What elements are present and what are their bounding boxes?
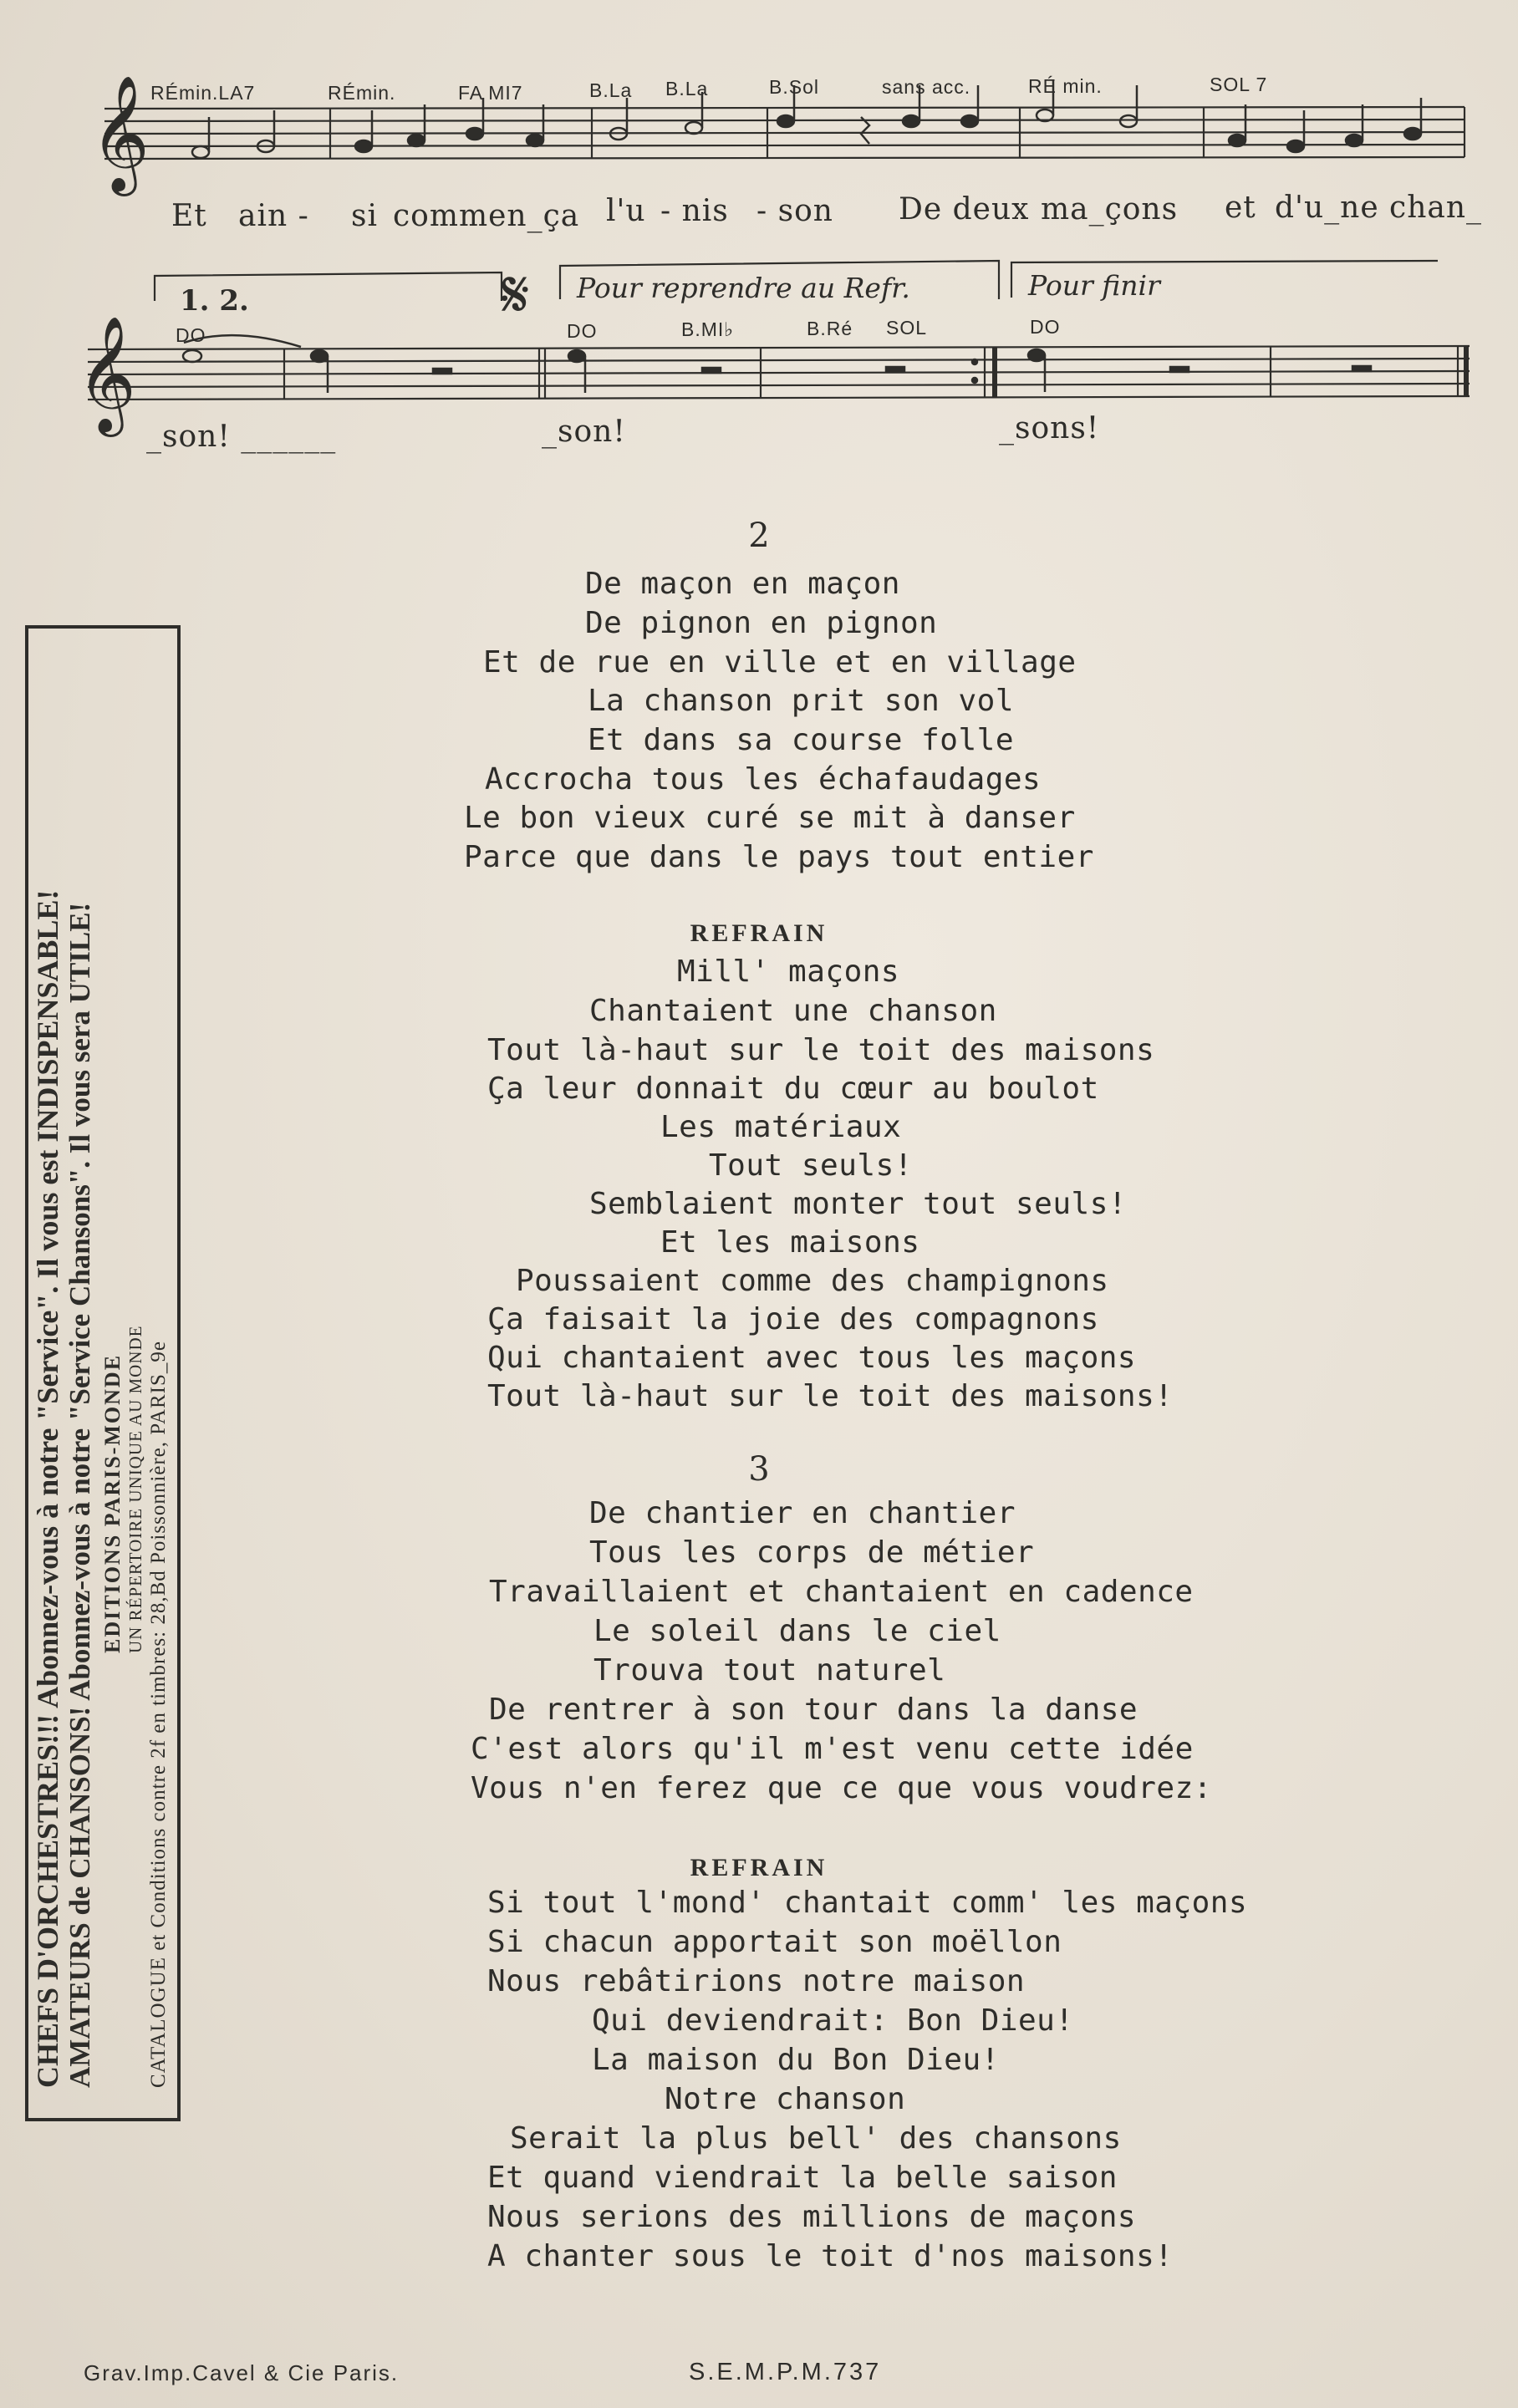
ending-instruction: Pour finir	[1028, 269, 1160, 302]
lyric-line: Si tout l'mond' chantait comm' les maçons	[487, 1886, 1248, 1920]
lyric-line: Nous serions des millions de maçons	[487, 2200, 1137, 2234]
lyric-line: Nous rebâtirions notre maison	[487, 1964, 1026, 1998]
lyric-line: De maçon en maçon	[585, 567, 900, 601]
lyric-syllable: De deux	[899, 192, 1030, 227]
lyric-line: Qui chantaient avec tous les maçons	[487, 1341, 1137, 1375]
chord-symbol: DO	[1030, 316, 1061, 338]
lyric-line: Poussaient comme des champignons	[516, 1264, 1109, 1298]
treble-clef-1: 𝄞	[90, 75, 150, 191]
lyric-line: Parce que dans le pays tout entier	[464, 840, 1094, 874]
ad-line-amateurs: AMATEURS de CHANSONS! Abonnez-vous à notre "Service Chansons". Il vous sera UTILE!	[64, 902, 96, 2088]
lyric-line: De pignon en pignon	[585, 606, 938, 640]
lyric-syllable: l'u	[606, 194, 646, 228]
chord-symbol: DO	[176, 324, 206, 346]
lyric-syllable: _sons!	[999, 411, 1100, 445]
lyric-syllable: ain -	[238, 199, 309, 233]
lyric-line: Vous n'en ferez que ce que vous voudrez:	[471, 1771, 1212, 1805]
lyric-line: C'est alors qu'il m'est venu cette idée	[471, 1732, 1194, 1766]
lyric-syllable: _son!	[542, 415, 626, 449]
chord-symbol: SOL	[886, 317, 928, 339]
lyric-line: Tout là-haut sur le toit des maisons!	[487, 1379, 1174, 1413]
catalog-number: S.E.M.P.M.737	[689, 2359, 882, 2385]
lyric-line: La maison du Bon Dieu!	[592, 2043, 1000, 2077]
lyric-line: Tout seuls!	[709, 1148, 913, 1183]
lyric-line: Tous les corps de métier	[589, 1535, 1035, 1570]
chord-symbol: RÉmin.LA7	[150, 82, 256, 104]
lyric-line: Tout là-haut sur le toit des maisons	[487, 1033, 1155, 1067]
repeat-instruction: Pour reprendre au Refr.	[577, 272, 910, 304]
lyric-line: Et de rue en ville et en village	[483, 645, 1077, 680]
lyric-line: Si chacun apportait son moëllon	[487, 1925, 1062, 1959]
chord-symbol: FA MI7	[458, 82, 523, 104]
printer-credit: Grav.Imp.Cavel & Cie Paris.	[84, 2360, 400, 2385]
ad-catalogue-info: CATALOGUE et Conditions contre 2f en timbres: 28,Bd Poissonnière, PARIS_9e	[147, 1341, 170, 2088]
chord-symbol: B.MI♭	[681, 318, 735, 340]
lyric-line: Et dans sa course folle	[588, 723, 1014, 757]
lyric-line: Ça faisait la joie des compagnons	[487, 1302, 1099, 1336]
treble-clef-2: 𝄞	[77, 316, 136, 432]
lyric-line: De chantier en chantier	[589, 1496, 1016, 1530]
lyric-line: Les matériaux	[660, 1110, 902, 1144]
lyric-syllable: ma_çons	[1041, 192, 1179, 227]
lyric-line: La chanson prit son vol	[588, 684, 1014, 718]
lyric-syllable: d'u_ne chan_	[1275, 191, 1483, 225]
chord-symbol: B.La	[665, 78, 709, 99]
lyric-line: Qui deviendrait: Bon Dieu!	[592, 2003, 1074, 2038]
lyric-line: A chanter sous le toit d'nos maisons!	[487, 2239, 1174, 2273]
lyric-line: Semblaient monter tout seuls!	[589, 1187, 1128, 1221]
chord-symbol: RÉ min.	[1028, 75, 1103, 97]
lyric-syllable: Et	[171, 199, 207, 233]
lyric-line: Ça leur donnait du cœur au boulot	[487, 1072, 1099, 1106]
verse-number: 3	[748, 1450, 770, 1489]
chord-symbol: DO	[567, 320, 598, 342]
lyric-syllable: _son! ______	[146, 420, 337, 454]
lyric-line: Trouva tout naturel	[593, 1653, 946, 1688]
lyric-line: Notre chanson	[665, 2082, 906, 2116]
ad-publisher-name: EDITIONS PARIS-MONDE	[100, 1353, 125, 1653]
lyric-syllable: si	[351, 199, 378, 233]
lyric-line: Le soleil dans le ciel	[593, 1614, 1001, 1648]
publisher-ad	[25, 625, 181, 2121]
lyric-line: Chantaient une chanson	[589, 994, 997, 1028]
lyric-line: Le bon vieux curé se mit à danser	[464, 801, 1076, 835]
lyric-line: Mill' maçons	[677, 955, 900, 989]
segno-sign: 𝄋	[502, 257, 530, 333]
chord-symbol: sans acc.	[882, 76, 971, 98]
chord-symbol: B.La	[589, 79, 633, 101]
ad-line-orchestras: CHEFS D'ORCHESTRES!!! Abonnez-vous à notre "Service". Il vous est INDISPENSABLE!	[31, 889, 64, 2088]
chord-symbol: B.Sol	[769, 76, 819, 98]
lyric-syllable: commen_ça	[393, 199, 580, 233]
volta-label: 1. 2.	[180, 284, 249, 318]
refrain-heading: REFRAIN	[690, 919, 828, 947]
ad-tagline: UN RÉPERTOIRE UNIQUE AU MONDE	[125, 1325, 145, 1653]
lyric-syllable: - son	[756, 194, 833, 228]
chord-symbol: SOL 7	[1210, 74, 1268, 95]
chord-symbol: RÉmin.	[328, 82, 396, 104]
lyric-line: De rentrer à son tour dans la danse	[489, 1693, 1138, 1727]
refrain-heading: REFRAIN	[690, 1854, 828, 1881]
lyric-syllable: et	[1225, 191, 1256, 225]
lyric-line: Serait la plus bell' des chansons	[510, 2121, 1122, 2156]
verse-number: 2	[748, 517, 770, 555]
lyric-line: Et quand viendrait la belle saison	[487, 2161, 1118, 2195]
lyric-syllable: - nis	[660, 194, 729, 228]
lyric-line: Travaillaient et chantaient en cadence	[489, 1575, 1194, 1609]
lyric-line: Accrocha tous les échafaudages	[485, 762, 1042, 797]
chord-symbol: B.Ré	[807, 318, 853, 339]
lyric-line: Et les maisons	[660, 1225, 920, 1260]
